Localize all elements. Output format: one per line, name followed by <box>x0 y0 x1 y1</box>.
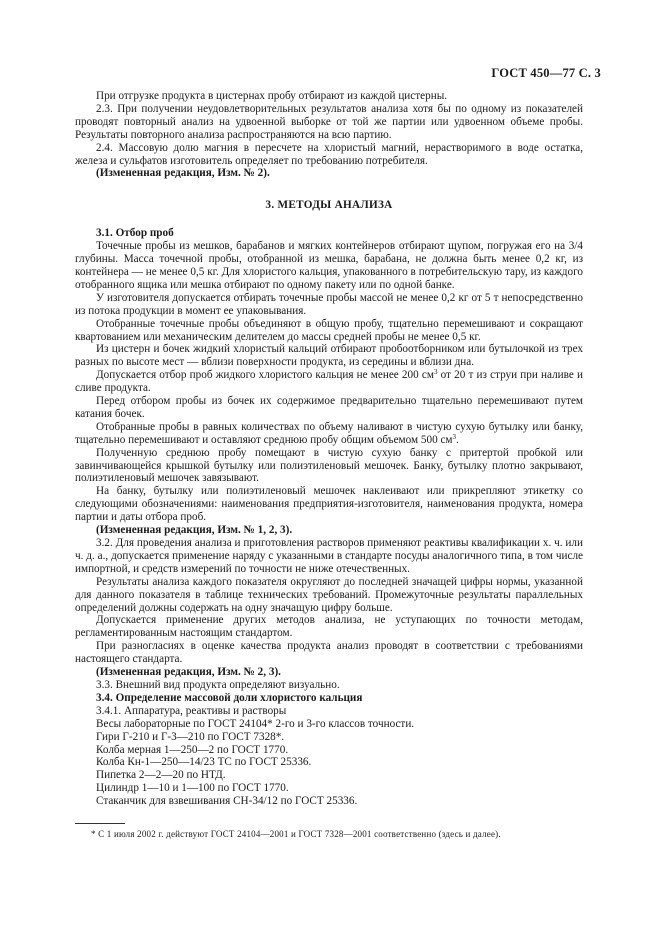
subsection-3-4-title: 3.4. Определение массовой доли хлористого кальция <box>96 691 363 704</box>
amendment-note-3: (Измененная редакция, Изм. № 2, 3). <box>96 666 281 679</box>
list-item: Цилиндр 1—10 и 1—100 по ГОСТ 1770. <box>96 782 289 795</box>
document-body <box>75 90 583 808</box>
paragraph-manufacturer-sampling: У изготовителя допускается отбирать точечные пробы массой не менее 0,2 кг от 5 т непосредственно из потока продукции в момент ее упаковывания. <box>75 291 583 317</box>
text-part: . <box>456 433 459 446</box>
list-item: Стаканчик для взвешивания СН-34/12 по ГОСТ 25336. <box>96 795 358 808</box>
paragraph-3-2: 3.2. Для проведения анализа и приготовления растворов применяют реактивы квалификации х. ч. или ч. д. а., допускается применение наряду с указанными в стандарте посуды аналогичного типа, в том числе импортной, и средств измерений по точности не ниже отечественных. <box>75 537 583 575</box>
text-part: Отобранные пробы в равных количествах по объему наливают в чистую сухую бутылку или банку, тщательно перемешивают и оставляют среднюю пробу общим объемом 500 см <box>75 420 583 446</box>
superscript: 3 <box>433 368 438 377</box>
paragraph-2-4: 2.4. Массовую долю магния в пересчете на хлористый магний, нерастворимого в воде остатка, железа и сульфатов изготовитель определяет по требованию потребителя. <box>75 141 583 167</box>
paragraph-container: Полученную среднюю пробу помещают в чистую сухую банку с притертой пробкой или завинчивающейся крышкой бутылку или полиэтиленовый мешочек. Банку, бутылку плотно закрывают, полиэтиленовый мешочек завязывают. <box>75 446 583 485</box>
paragraph-other-methods: Допускается применение других методов анализа, не уступающих по точности методам, регламентированным настоящим стандартом. <box>75 614 583 640</box>
equipment-list <box>75 718 583 808</box>
paragraph-rounding: Результаты анализа каждого показателя округляют до последней значащей цифры нормы, указанной для данного показателя в таблице технических требований. Промежуточные результаты параллельных определений должны содержать на одну значащую цифру больше. <box>75 575 583 614</box>
paragraph-combined-sample: Отобранные точечные пробы объединяют в общую пробу, тщательно перемешивают и сокращают квартованием или механическим делителем до массы средней пробы не менее 0,5 кг. <box>75 317 583 343</box>
paragraph-liquid-sampling: Из цистерн и бочек жидкий хлористый кальций отбирают пробоотборником или бутылочкой из трех разных по высоте мест — вблизи поверхности продукта, из середины и вблизи дна. <box>75 343 583 369</box>
footnote-divider <box>75 823 125 824</box>
subsection-3-1-title: 3.1. Отбор проб <box>96 227 174 240</box>
page-header: ГОСТ 450—77 С. 3 <box>491 66 601 80</box>
list-item: Колба мерная 1—250—2 по ГОСТ 1770. <box>96 743 289 756</box>
paragraph-barrel-mixing: Перед отбором пробы из бочек их содержимое предварительно тщательно перемешивают путем катания бочек. <box>75 395 583 420</box>
list-item: Колба Кн-1—250—14/23 ТС по ГОСТ 25336. <box>96 756 312 769</box>
paragraph-stream-sampling <box>75 369 583 395</box>
subsection-3-4-1: 3.4.1. Аппаратура, реактивы и растворы <box>96 704 287 717</box>
paragraph-disagreement: При разногласиях в оценке качества продукта анализ проводят в соответствии с требованиями настоящего стандарта. <box>75 640 583 666</box>
amendment-note-2: (Измененная редакция, Изм. № 1, 2, 3). <box>96 524 293 537</box>
list-item: Пипетка 2—2—20 по НТД. <box>96 769 226 782</box>
paragraph-cistern: При отгрузке продукта в цистернах пробу отбирают из каждой цистерны. <box>96 90 448 102</box>
paragraph-3-3: 3.3. Внешний вид продукта определяют визуально. <box>96 678 340 691</box>
superscript: 3 <box>452 432 457 441</box>
text-part: Допускается отбор проб жидкого хлористого кальция не менее 200 см <box>96 369 434 382</box>
paragraph-equal-volumes <box>75 421 583 447</box>
footnote: * С 1 июля 2002 г. действуют ГОСТ 24104—2001 и ГОСТ 7328—2001 соответственно (здесь и далее). <box>91 829 501 839</box>
amendment-note-1: (Измененная редакция, Изм. № 2). <box>96 167 270 180</box>
paragraph-label: На банку, бутылку или полиэтиленовый мешочек наклеивают или прикрепляют этикетку со следующими обозначениями: наименования предприятия-изготовителя, наименования продукта, номера партии и даты отбора проб. <box>75 485 583 524</box>
list-item: Гири Г-210 и Г-3—210 по ГОСТ 7328*. <box>96 730 285 743</box>
section-title: 3. МЕТОДЫ АНАЛИЗА <box>265 199 393 212</box>
text-part: от 20 т из струи при наливе и сливе продукта. <box>75 369 583 395</box>
paragraph-2-3: 2.3. При получении неудовлетворительных результатов анализа хотя бы по одному из показателей проводят повторный анализ на удвоенной выборке от той же партии или удвоенном объеме пробы. Результаты повторного анализа распространяются на всю партию. <box>75 102 583 141</box>
paragraph-point-samples: Точечные пробы из мешков, барабанов и мягких контейнеров отбирают щупом, погружая его на 3/4 глубины. Масса точечной пробы, отобранной из мешка, барабана, не должна быть менее 0,2 кг, из контейнера — не менее 0,5 кг. Для хлористого кальция, упакованного в потребительскую тару, из каждого отобранного ящика или мешка отбирают по одному пакету или по одной банке. <box>75 240 583 291</box>
list-item: Весы лабораторные по ГОСТ 24104* 2-го и 3-го классов точности. <box>96 717 415 730</box>
